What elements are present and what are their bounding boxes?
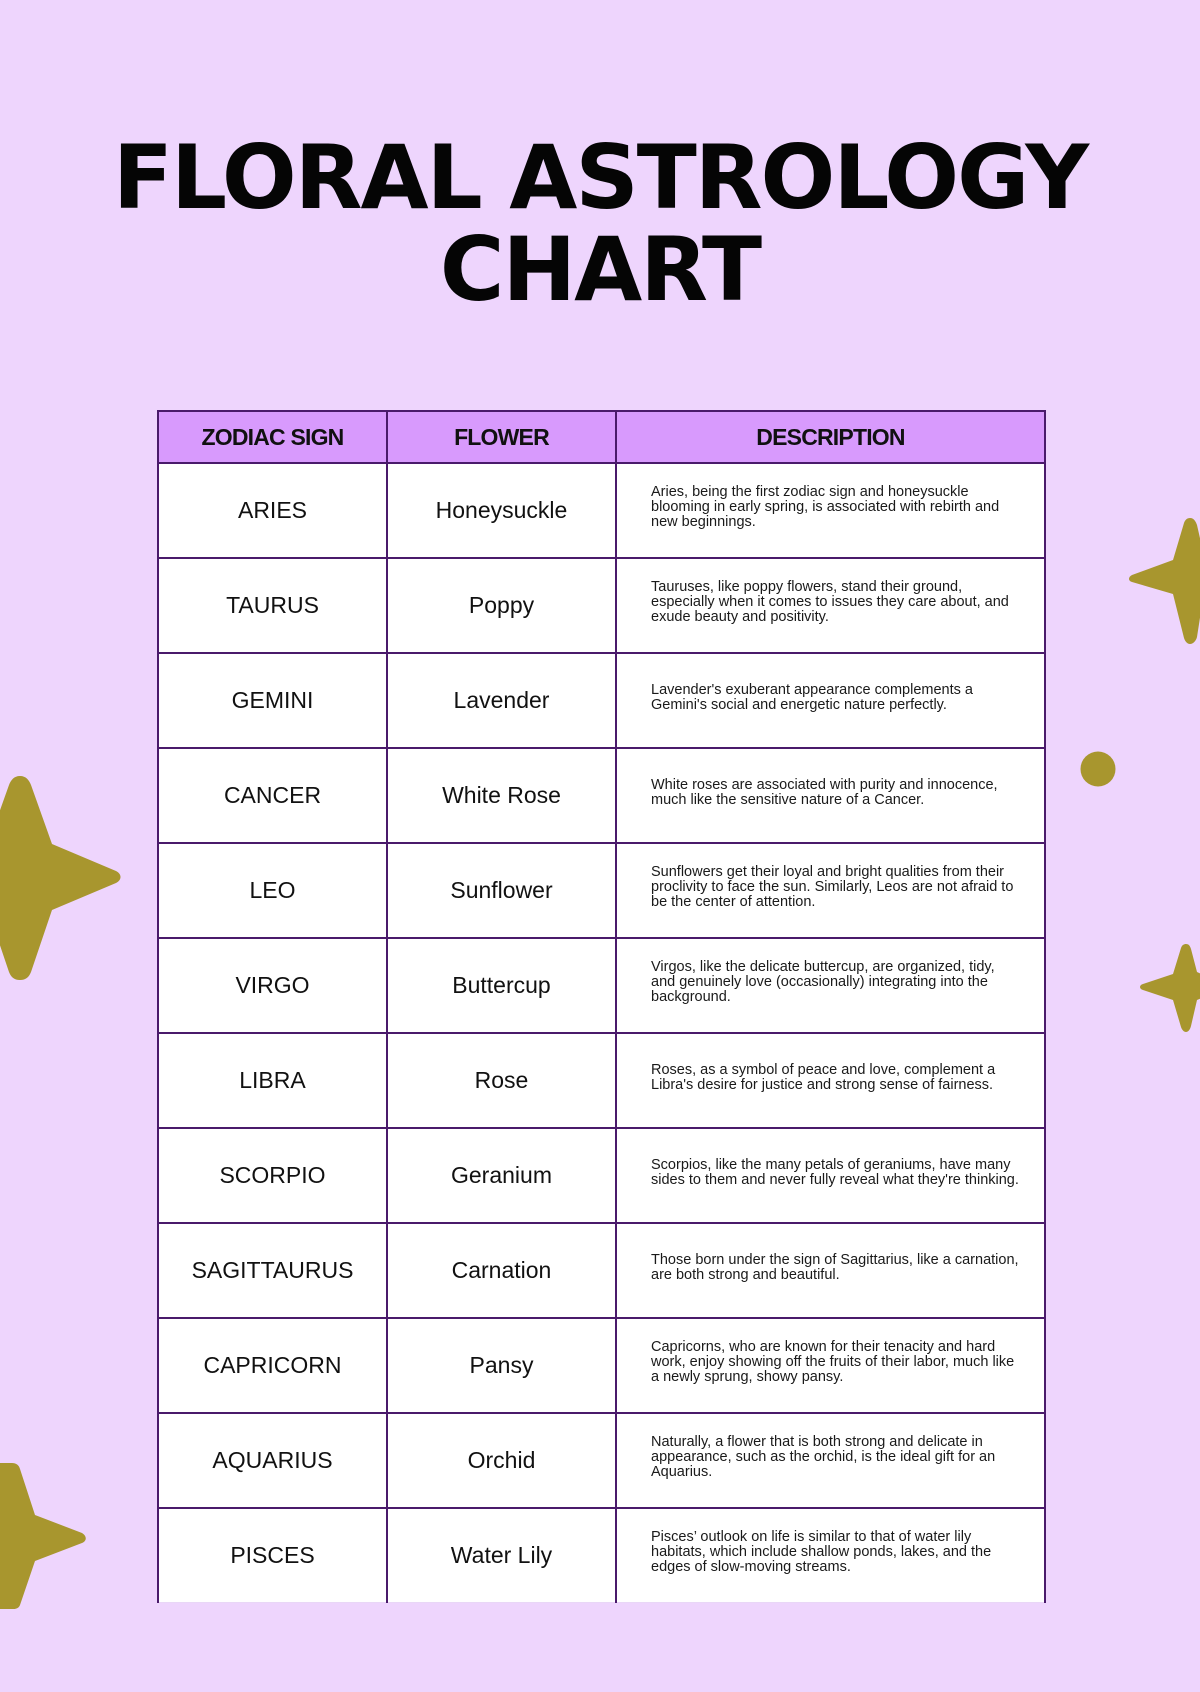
flower-cell: Poppy — [387, 558, 616, 653]
flower-cell: Geranium — [387, 1128, 616, 1223]
header-flower: FLOWER — [387, 411, 616, 463]
sparkle-star-icon — [0, 774, 122, 982]
page-title-line-2: CHART — [439, 218, 761, 321]
description-cell: Sunflowers get their loyal and bright qualities from their proclivity to face the sun. Similarly, Leos are not afraid to be the center of attention. — [616, 843, 1045, 938]
zodiac-sign-cell: ARIES — [158, 463, 387, 558]
flower-cell: Orchid — [387, 1413, 616, 1508]
zodiac-sign-cell: TAURUS — [158, 558, 387, 653]
zodiac-sign-cell: CANCER — [158, 748, 387, 843]
header-description: DESCRIPTION — [616, 411, 1045, 463]
sparkle-star-icon — [1128, 516, 1200, 646]
zodiac-sign-cell: VIRGO — [158, 938, 387, 1033]
description-cell: Those born under the sign of Sagittarius, like a carnation, are both strong and beautiful. — [616, 1223, 1045, 1318]
table-row — [158, 1128, 1045, 1223]
table-row — [158, 1413, 1045, 1508]
description-cell: Aries, being the first zodiac sign and honeysuckle blooming in early spring, is associated with rebirth and new beginnings. — [616, 463, 1045, 558]
zodiac-sign-cell: SCORPIO — [158, 1128, 387, 1223]
zodiac-sign-cell: SAGITTAURUS — [158, 1223, 387, 1318]
flower-cell: Pansy — [387, 1318, 616, 1413]
description-cell: Pisces’ outlook on life is similar to that of water lily habitats, which include shallow ponds, lakes, and the edges of slow-moving streams. — [616, 1508, 1045, 1603]
flower-cell: Water Lily — [387, 1508, 616, 1603]
flower-cell: Lavender — [387, 653, 616, 748]
page-title — [0, 126, 1200, 321]
description-cell: Tauruses, like poppy flowers, stand their ground, especially when it comes to issues they care about, and exude beauty and positivity. — [616, 558, 1045, 653]
zodiac-sign-cell: GEMINI — [158, 653, 387, 748]
page-title-line-1: FLORAL ASTROLOGY — [112, 126, 1088, 229]
zodiac-sign-cell: PISCES — [158, 1508, 387, 1603]
floral-astrology-table — [157, 410, 1046, 1603]
description-cell: Lavender's exuberant appearance complements a Gemini's social and energetic nature perfectly. — [616, 653, 1045, 748]
description-cell: White roses are associated with purity and innocence, much like the sensitive nature of a Cancer. — [616, 748, 1045, 843]
description-cell: Capricorns, who are known for their tenacity and hard work, enjoy showing off the fruits of their labor, much like a newly sprung, showy pansy. — [616, 1318, 1045, 1413]
table-row — [158, 1033, 1045, 1128]
table-row — [158, 653, 1045, 748]
table-row — [158, 1508, 1045, 1603]
table-row — [158, 843, 1045, 938]
table-row — [158, 938, 1045, 1033]
zodiac-sign-cell: LEO — [158, 843, 387, 938]
table-row — [158, 1318, 1045, 1413]
flower-cell: Buttercup — [387, 938, 616, 1033]
sparkle-star-icon — [0, 1461, 88, 1611]
flower-cell: Rose — [387, 1033, 616, 1128]
description-cell: Scorpios, like the many petals of geraniums, have many sides to them and never fully reveal what they're thinking. — [616, 1128, 1045, 1223]
zodiac-sign-cell: LIBRA — [158, 1033, 387, 1128]
table-row — [158, 1223, 1045, 1318]
table-row — [158, 558, 1045, 653]
flower-cell: Sunflower — [387, 843, 616, 938]
table-row — [158, 463, 1045, 558]
table-header-row — [158, 411, 1045, 463]
flower-cell: White Rose — [387, 748, 616, 843]
table-row — [158, 748, 1045, 843]
description-cell: Roses, as a symbol of peace and love, complement a Libra's desire for justice and strong sense of fairness. — [616, 1033, 1045, 1128]
zodiac-sign-cell: AQUARIUS — [158, 1413, 387, 1508]
flower-cell: Honeysuckle — [387, 463, 616, 558]
zodiac-sign-cell: CAPRICORN — [158, 1318, 387, 1413]
flower-cell: Carnation — [387, 1223, 616, 1318]
description-cell: Naturally, a flower that is both strong and delicate in appearance, such as the orchid, is the ideal gift for an Aquarius. — [616, 1413, 1045, 1508]
header-zodiac-sign: ZODIAC SIGN — [158, 411, 387, 463]
dot-icon — [1080, 751, 1116, 787]
description-cell: Virgos, like the delicate buttercup, are organized, tidy, and genuinely love (occasionally) integrating into the background. — [616, 938, 1045, 1033]
sparkle-star-icon — [1139, 942, 1200, 1034]
